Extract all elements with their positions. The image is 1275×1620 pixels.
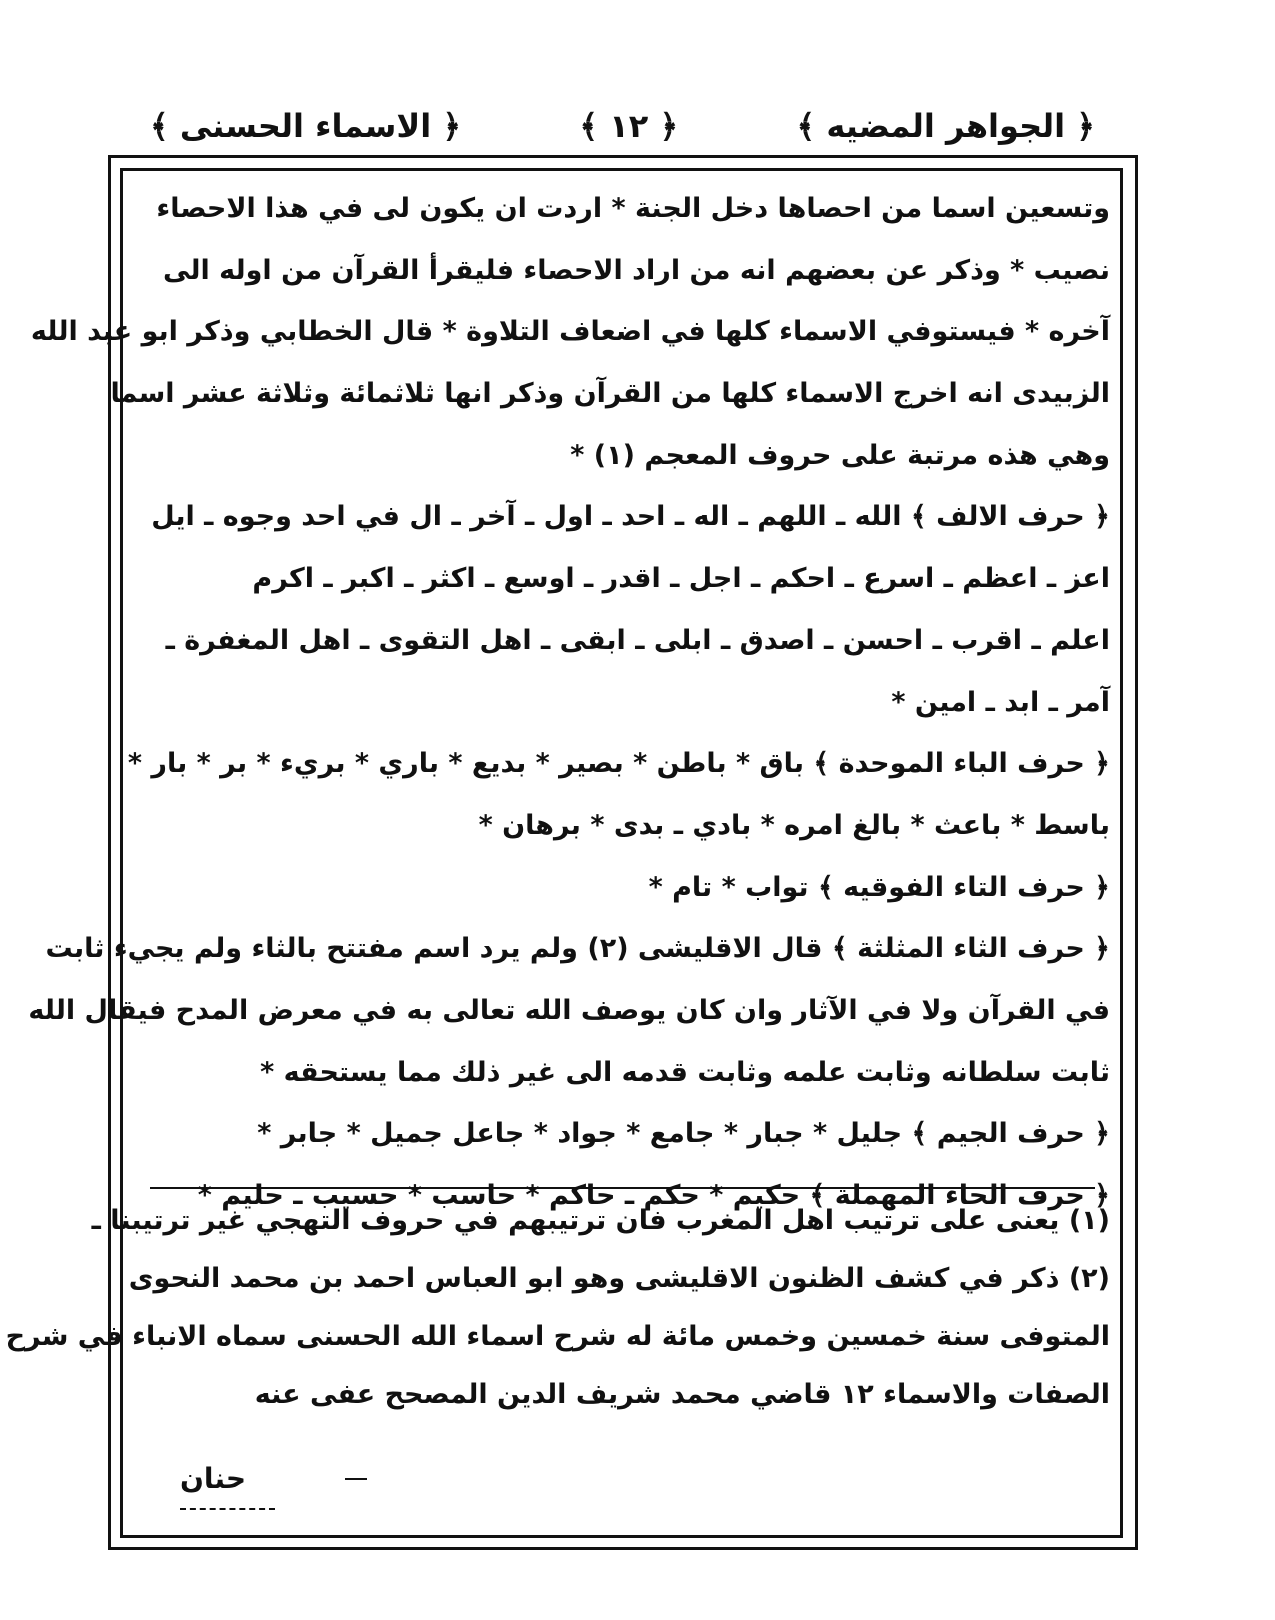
text-line: باسط * باعث * بالغ امره * بادي ـ بدى * برهان * xyxy=(478,809,1110,841)
running-header xyxy=(150,100,1095,152)
section-jim: ﴿ حرف الجيم ﴾ جليل * جبار * جامع * جواد * جاعل جميل * جابر * xyxy=(257,1118,1110,1150)
section-tha: ﴿ حرف الثاء المثلثة ﴾ قال الاقليشى (٢) ولم يرد اسم مفتتح بالثاء ولم يجيء ثابت xyxy=(45,933,1110,965)
text-line: آمر ـ ابد ـ امين * xyxy=(891,686,1110,718)
main-text xyxy=(28,178,1110,1227)
footnote-1: (١) يعنى على ترتيب اهل المغرب فان ترتيبهم في حروف التهجي غير ترتيبنا ـ xyxy=(91,1205,1110,1236)
section-ba: ﴿ حرف الباء الموحدة ﴾ باق * باطن * بصير * بديع * باري * بريء * بر * بار * xyxy=(127,748,1110,780)
footnote-2: (٢) ذكر في كشف الظنون الاقليشى وهو ابو العباس احمد بن محمد النحوى xyxy=(128,1263,1110,1294)
section-ta: ﴿ حرف التاء الفوقيه ﴾ تواب * تام * xyxy=(648,871,1110,903)
footnote-divider xyxy=(150,1187,1095,1189)
text-line: نصيب * وذكر عن بعضهم انه من اراد الاحصاء فليقرأ القرآن من اوله الى xyxy=(163,254,1110,286)
text-line: وتسعين اسما من احصاها دخل الجنة * اردت ان يكون لى في هذا الاحصاء xyxy=(156,193,1110,224)
header-chapter-title: ﴿ الاسماء الحسنى ﴾ xyxy=(150,107,462,145)
signature-underline xyxy=(180,1508,275,1510)
footnote-line: الصفات والاسماء ١٢ قاضي محمد شريف الدين المصحح عفى عنه xyxy=(254,1379,1110,1410)
signature: حنان xyxy=(180,1462,247,1495)
text-line: اعلم ـ اقرب ـ احسن ـ اصدق ـ ابلى ـ ابقى ـ اهل التقوى ـ اهل المغفرة ـ xyxy=(165,624,1110,656)
section-ha: ﴿ حرف الحاء المهملة ﴾ حكيم * حكم ـ حاكم * حاسب * حسيب ـ حليم * xyxy=(197,1180,1110,1211)
text-line: اعز ـ اعظم ـ اسرع ـ احكم ـ اجل ـ اقدر ـ اوسع ـ اكثر ـ اكبر ـ اكرم xyxy=(252,563,1110,595)
header-book-title: ﴿ الجواهر المضيه ﴾ xyxy=(796,107,1095,145)
footnotes xyxy=(5,1192,1110,1424)
header-page-number: ﴿ ١٢ ﴾ xyxy=(579,107,679,145)
section-alif: ﴿ حرف الالف ﴾ الله ـ اللهم ـ اله ـ احد ـ اول ـ آخر ـ ال في احد وجوه ـ ايل xyxy=(151,501,1110,533)
text-line: آخره * فيستوفي الاسماء كلها في اضعاف التلاوة * قال الخطابي وذكر ابو عبد الله xyxy=(30,316,1110,348)
text-line: في القرآن ولا في الآثار وان كان يوصف الله تعالى به في معرض المدح فيقال الله xyxy=(28,994,1110,1026)
text-line: الزبيدى انه اخرج الاسماء كلها من القرآن وذكر انها ثلاثمائة وثلاثة عشر اسما xyxy=(110,378,1110,410)
footnote-line: المتوفى سنة خمسين وخمس مائة له شرح اسماء الله الحسنى سماه الانباء في شرح xyxy=(5,1321,1110,1352)
dash-mark xyxy=(345,1478,367,1480)
text-line: ثابت سلطانه وثابت علمه وثابت قدمه الى غير ذلك مما يستحقه * xyxy=(260,1056,1110,1088)
text-line: وهي هذه مرتبة على حروف المعجم (١) * xyxy=(570,439,1110,471)
